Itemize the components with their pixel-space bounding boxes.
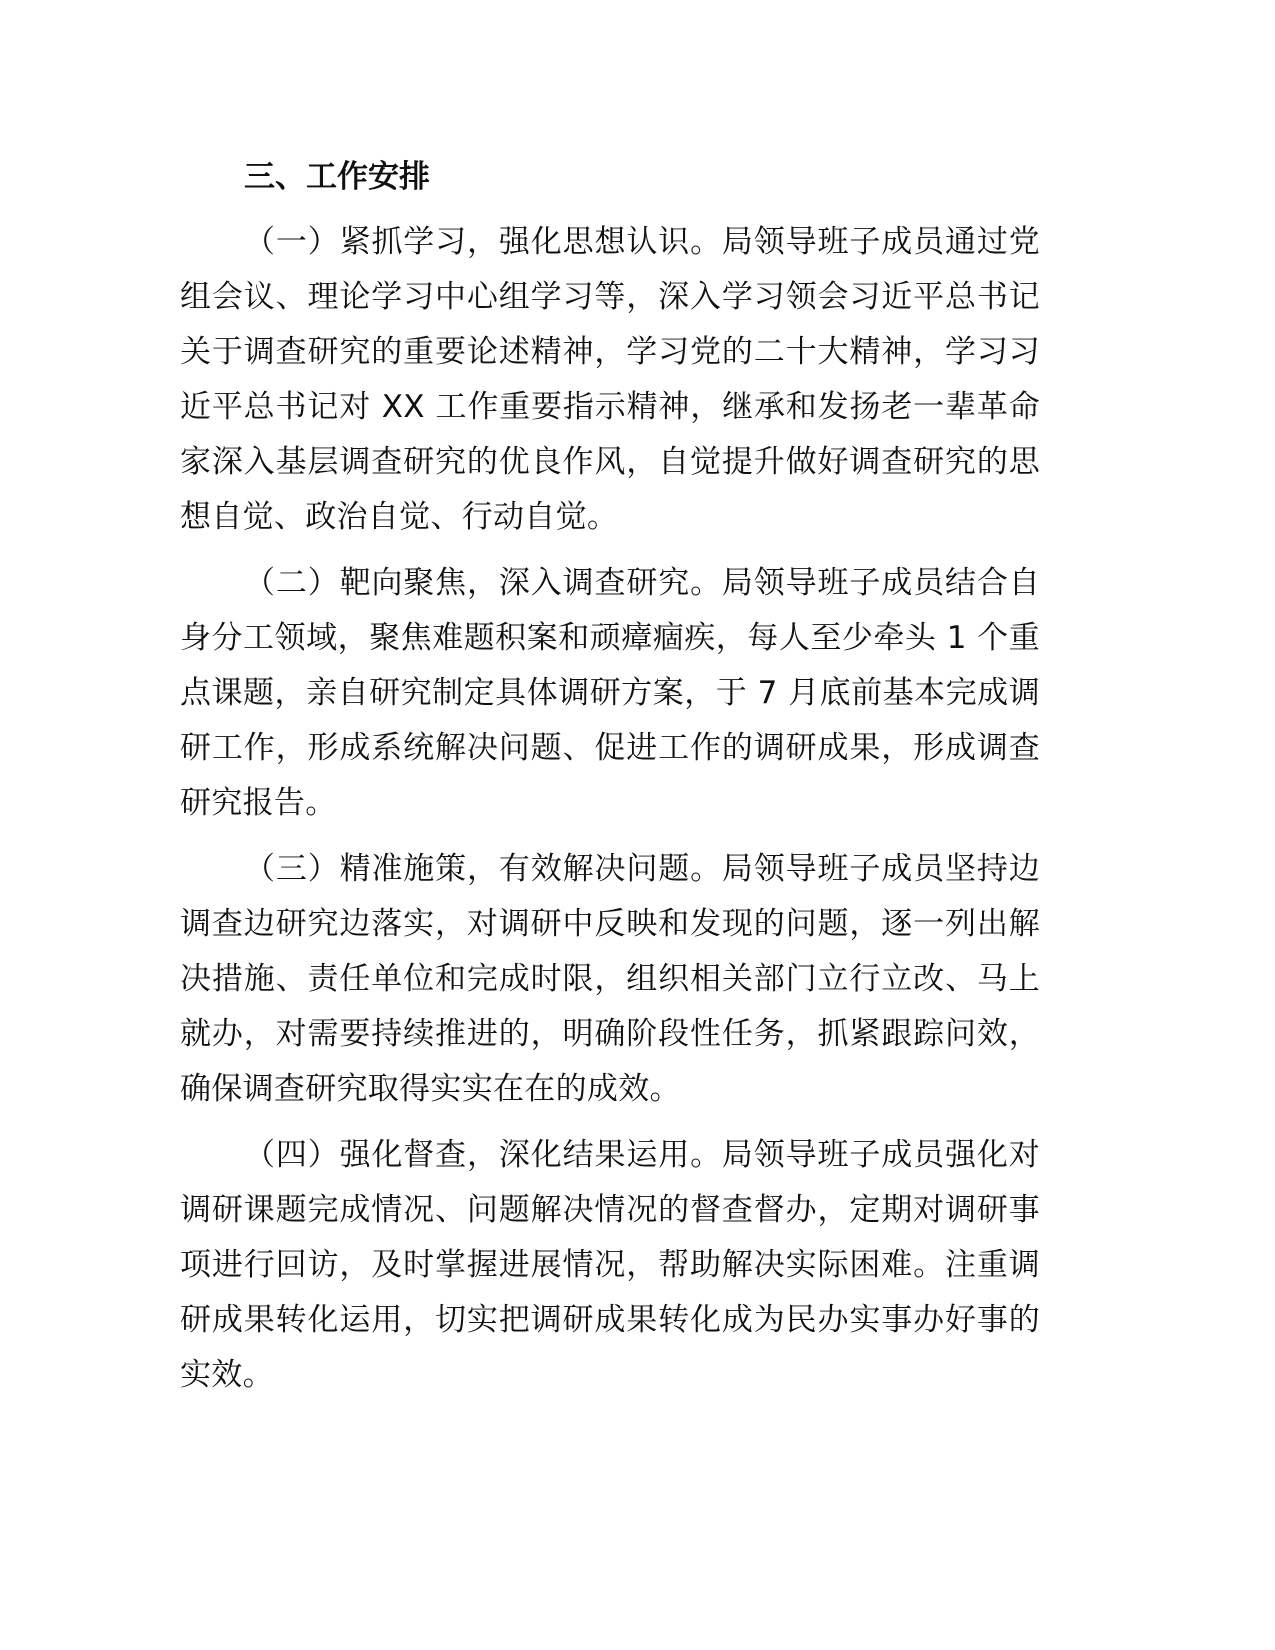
- paragraph-study: （一）紧抓学习，强化思想认识。局领导班子成员通过党组会议、理论学习中心组学习等，深入学习领会习近平总书记关于调查研究的重要论述精神，学习党的二十大精神，学习习近平总书记对 XX 工作重要指示精神，继承和发扬老一辈革命家深入基层调查研究的优良作风，自觉提升做好调查研究的思想自觉、政治自觉、行动自觉。: [180, 224, 1040, 535]
- paragraph-solve-problems: （三）精准施策，有效解决问题。局领导班子成员坚持边调查边研究边落实，对调研中反映和发现的问题，逐一列出解决措施、责任单位和完成时限，组织相关部门立行立改、马上就办，对需要持续推进的，明确阶段性任务，抓紧跟踪问效，确保调查研究取得实实在在的成效。: [180, 851, 1040, 1107]
- section-heading: 三、工作安排: [244, 159, 430, 195]
- paragraph-supervision: （四）强化督查，深化结果运用。局领导班子成员强化对调研课题完成情况、问题解决情况的督查督办，定期对调研事项进行回访，及时掌握进展情况，帮助解决实际困难。注重调研成果转化运用，切实把调研成果转化成为民办实事办好事的实效。: [180, 1137, 1040, 1393]
- document-page: [180, 150, 1040, 1414]
- paragraph-research: （二）靶向聚焦，深入调查研究。局领导班子成员结合自身分工领域，聚焦难题积案和顽瘴痼疾，每人至少牵头 1 个重点课题，亲自研究制定具体调研方案，于 7 月底前基本完成调研工作，形成系统解决问题、促进工作的调研成果，形成调查研究报告。: [180, 565, 1040, 821]
